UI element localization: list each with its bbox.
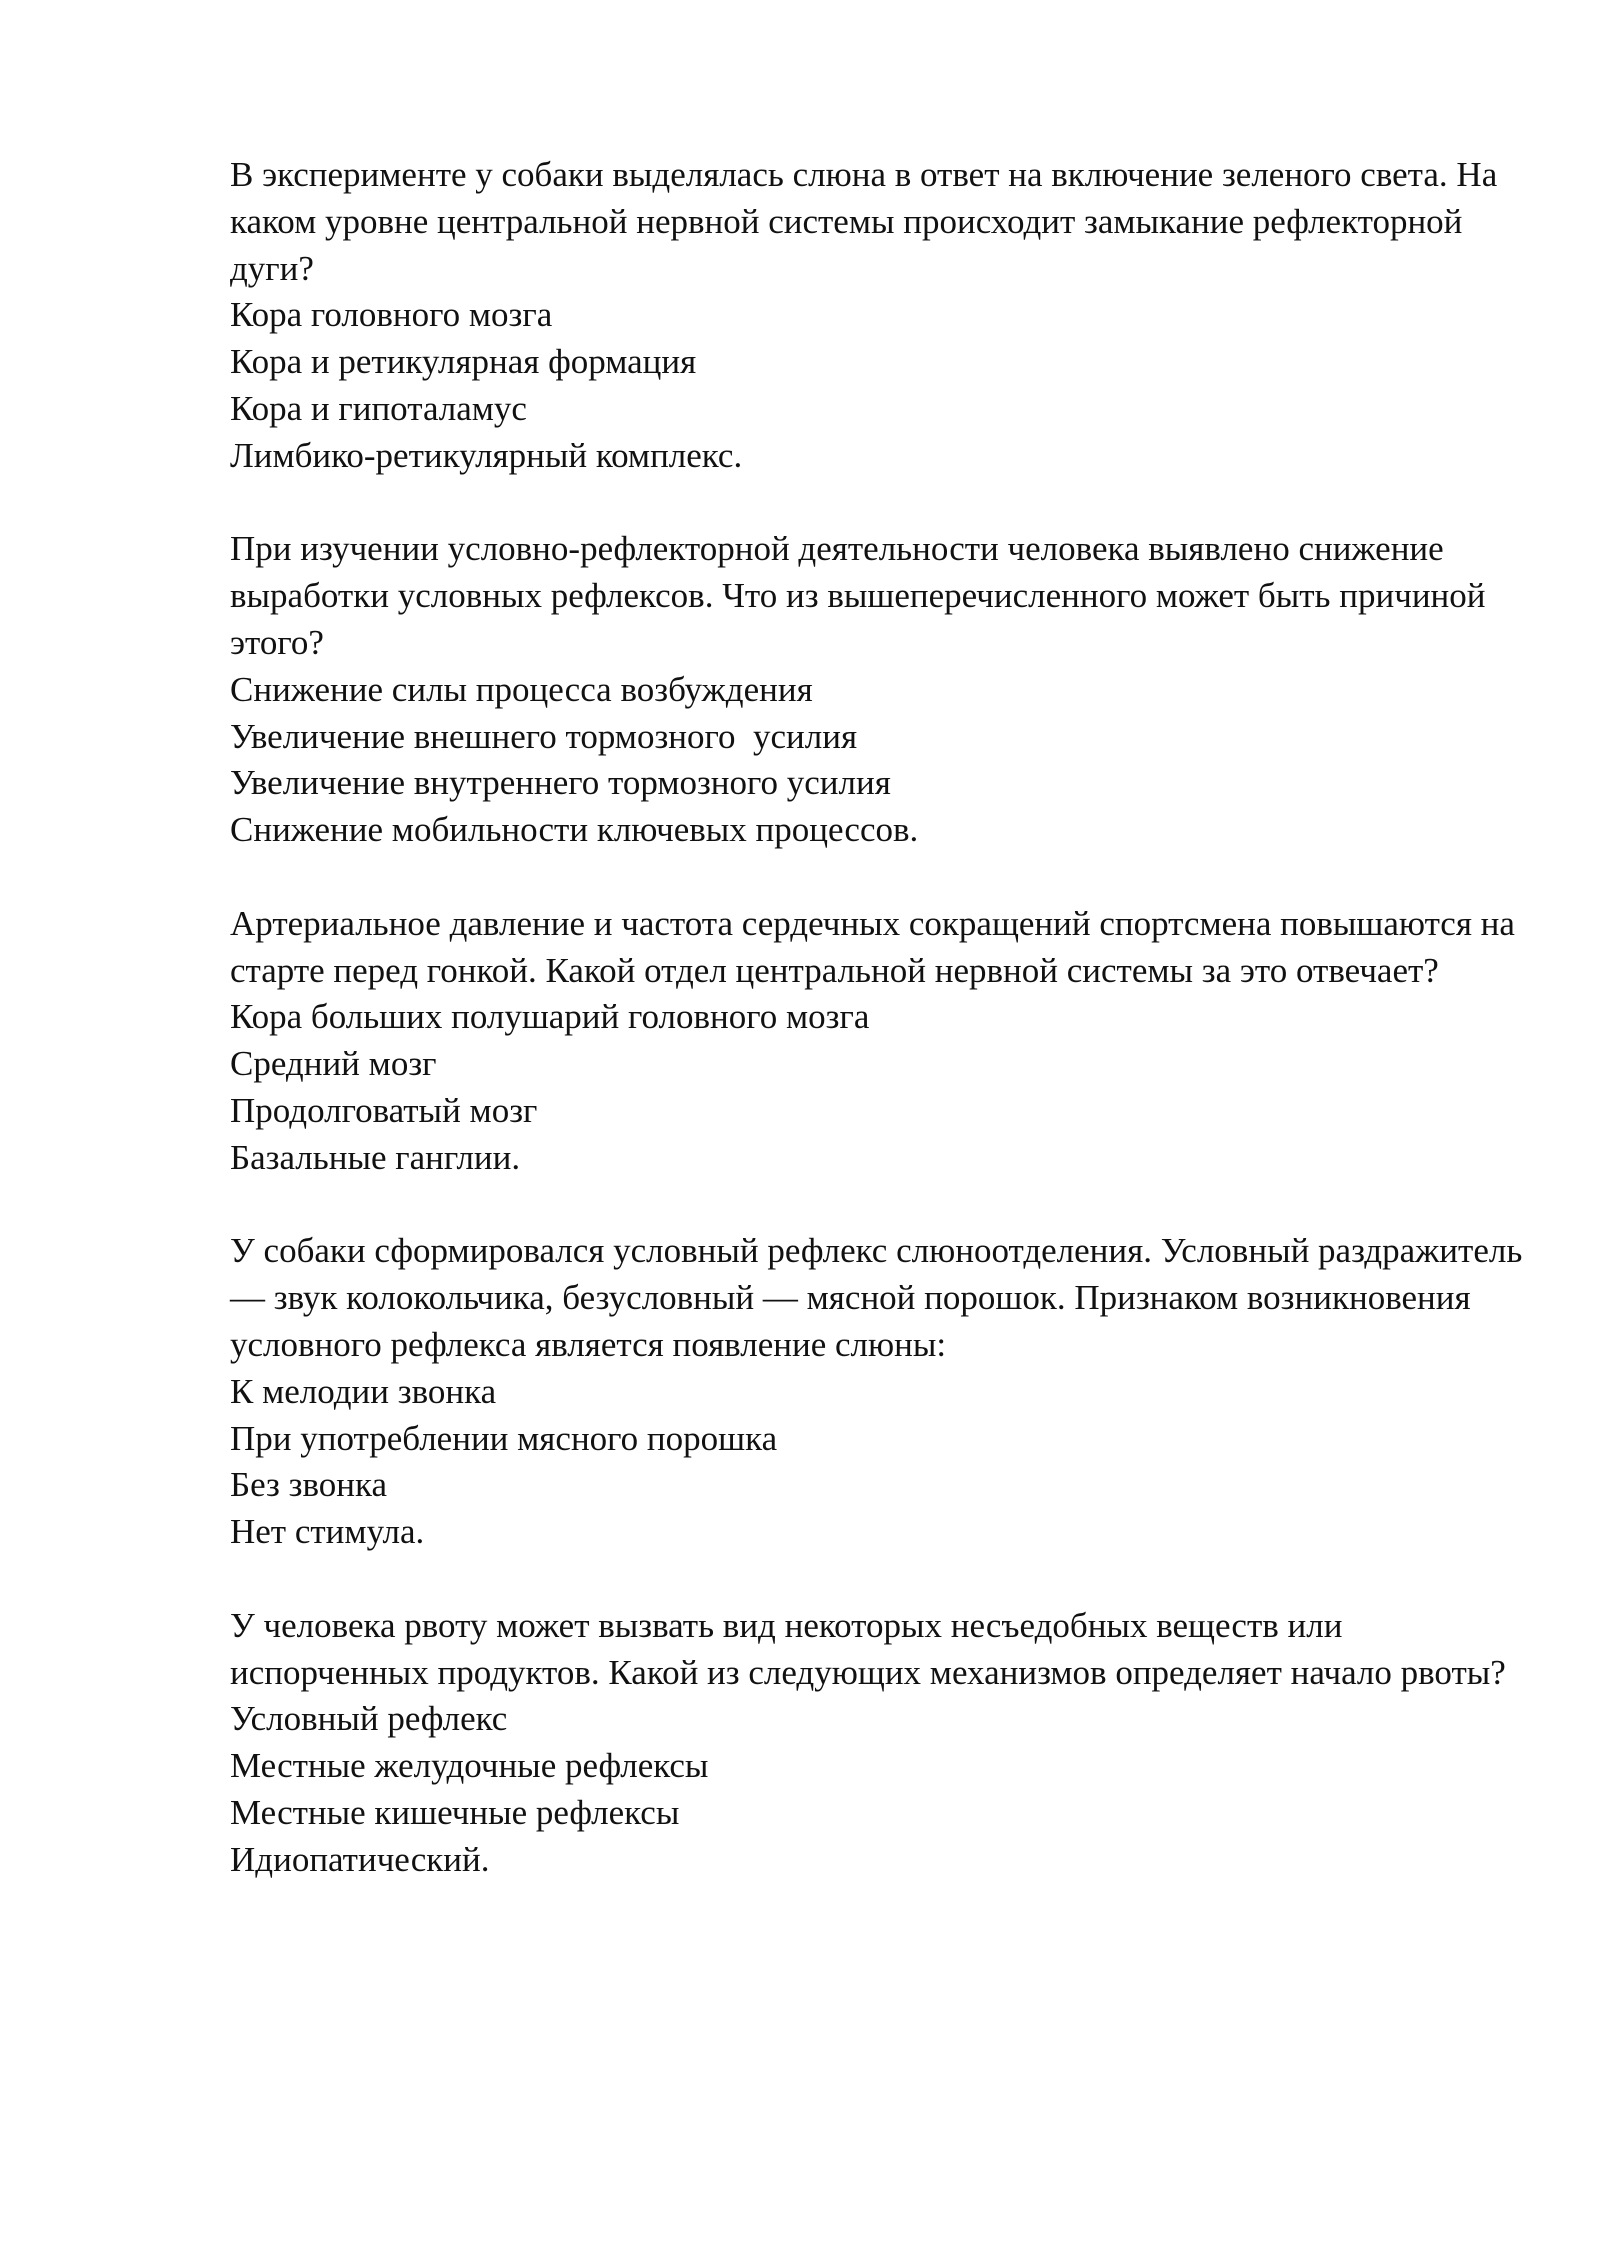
answer-option: Кора головного мозга: [230, 295, 553, 335]
answer-option: Продолговатый мозг: [230, 1090, 538, 1130]
answer-option: Кора и гипоталамус: [230, 388, 527, 428]
question-text: У собаки сформировался условный рефлекс слюноотделения. Условный раздражитель — звук колокольчика, безусловный — мясной порошок. Признаком возникновения условного рефлекса является появление слюны:: [230, 1231, 1532, 1364]
answer-option: Нет стимула.: [230, 1512, 425, 1552]
question-5: [230, 1603, 1530, 1884]
answer-options: [230, 1696, 1530, 1883]
question-text: При изучении условно-рефлекторной деятельности человека выявлено снижение выработки условных рефлексов. Что из вышеперечисленного может быть причиной этого?: [230, 529, 1495, 662]
answer-option: Без звонка: [230, 1465, 387, 1505]
answer-option: Увеличение внутреннего тормозного усилия: [230, 763, 891, 803]
answer-option: Снижение мобильности ключевых процессов.: [230, 810, 919, 850]
document-page: [230, 152, 1530, 1930]
answer-option: Условный рефлекс: [230, 1699, 508, 1739]
answer-option: Снижение силы процесса возбуждения: [230, 669, 813, 709]
answer-option: При употреблении мясного порошка: [230, 1418, 778, 1458]
answer-options: [230, 667, 1530, 854]
answer-option: Лимбико-ретикулярный комплекс.: [230, 435, 743, 475]
question-text: Артериальное давление и частота сердечных сокращений спортсмена повышаются на старте перед гонкой. Какой отдел центральной нервной системы за это отвечает?: [230, 903, 1524, 990]
answer-option: Средний мозг: [230, 1044, 437, 1084]
question-text: У человека рвоту может вызвать вид некоторых несъедобных веществ или испорченных продуктов. Какой из следующих механизмов определяет начало рвоты?: [230, 1605, 1506, 1692]
answer-option: Базальные ганглии.: [230, 1137, 521, 1177]
answer-options: [230, 994, 1530, 1181]
answer-option: Увеличение внешнего тормозного усилия: [230, 716, 858, 756]
answer-option: Кора и ретикулярная формация: [230, 342, 697, 382]
answer-options: [230, 292, 1530, 479]
answer-option: Местные желудочные рефлексы: [230, 1746, 709, 1786]
question-3: [230, 901, 1530, 1182]
question-2: [230, 526, 1530, 854]
question-text: В эксперименте у собаки выделялась слюна в ответ на включение зеленого света. На каком уровне центральной нервной системы происходит замыкание рефлекторной дуги?: [230, 155, 1506, 288]
answer-options: [230, 1369, 1530, 1556]
answer-option: Кора больших полушарий головного мозга: [230, 997, 870, 1037]
answer-option: Местные кишечные рефлексы: [230, 1792, 680, 1832]
question-4: [230, 1228, 1530, 1556]
answer-option: Идиопатический.: [230, 1839, 490, 1879]
answer-option: К мелодии звонка: [230, 1371, 497, 1411]
question-1: [230, 152, 1530, 480]
